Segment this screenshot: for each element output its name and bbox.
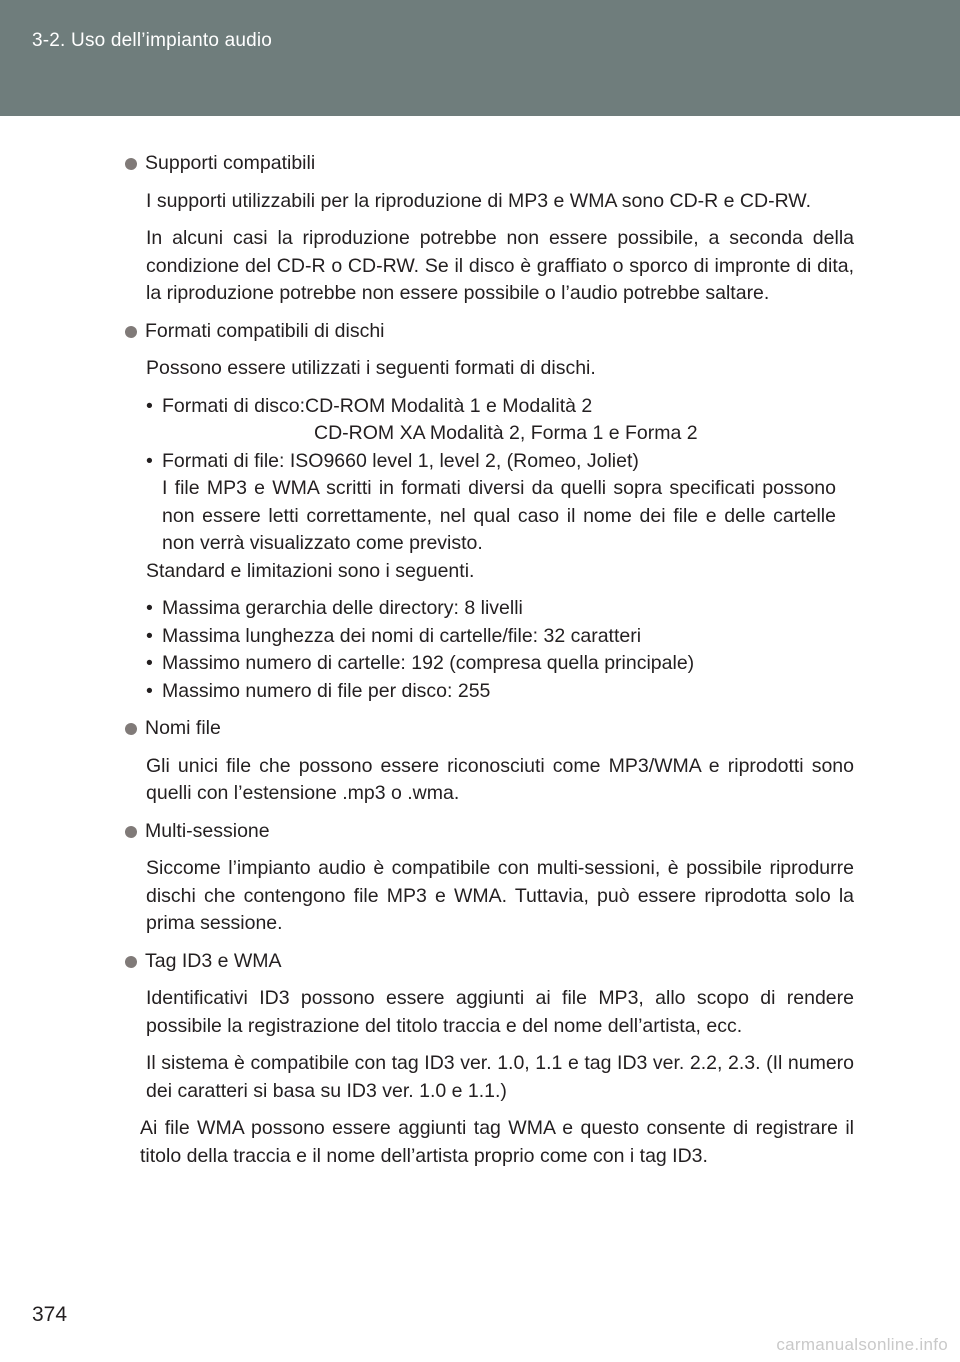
page-number: 374 xyxy=(32,1303,68,1326)
section-heading: Formati compatibili di dischi xyxy=(124,318,854,346)
list-item: • Formati di disco:CD-ROM Modalità 1 e Modalità 2 CD-ROM XA Modalità 2, Forma 1 e Forma 2 xyxy=(146,394,698,444)
list-item: • Massimo numero di file per disco: 255 xyxy=(146,678,854,706)
paragraph: In alcuni casi la riproduzione potrebbe non essere possibile, a seconda della condizione del CD-R o CD-RW. Se il disco è graffiato o sporco di impronte di dita, la riproduzione potrebbe non essere possibile o l’audio potrebbe saltare. xyxy=(146,227,854,304)
list-item: • Massimo numero di cartelle: 192 (compresa quella principale) xyxy=(146,650,854,678)
section-heading: Tag ID3 e WMA xyxy=(124,948,854,976)
bullet-dot-icon xyxy=(125,326,137,338)
list-item: • Massima gerarchia delle directory: 8 livelli xyxy=(146,595,854,623)
paragraph: Il sistema è compatibile con tag ID3 ver. 1.0, 1.1 e tag ID3 ver. 2.2, 2.3. (Il numero dei caratteri si basa su ID3 ver. 1.0 e 1.1.) xyxy=(146,1052,854,1102)
section-heading: Supporti compatibili xyxy=(124,150,854,178)
watermark: carmanualsonline.info xyxy=(776,1335,948,1354)
list-item: • Formati di file: ISO9660 level 1, level 2, (Romeo, Joliet) xyxy=(146,448,854,476)
list-item: • Massima lunghezza dei nomi di cartelle/file: 32 caratteri xyxy=(146,623,854,651)
bullet-dot-icon xyxy=(125,723,137,735)
bullet-dot-icon xyxy=(125,826,137,838)
paragraph: Possono essere utilizzati i seguenti formati di dischi. xyxy=(146,357,596,379)
list-note: I file MP3 e WMA scritti in formati diversi da quelli sopra specificati possono non essere letti correttamente, nel qual caso il nome dei file e delle cartelle non verrà visualizzato come previsto. xyxy=(162,477,836,554)
paragraph: I supporti utilizzabili per la riproduzione di MP3 e WMA sono CD-R e CD-RW. xyxy=(146,189,812,212)
format-list xyxy=(146,393,854,558)
bullet-icon: • xyxy=(146,679,153,702)
bullet-dot-icon xyxy=(125,158,137,170)
bullet-icon: • xyxy=(146,449,153,472)
paragraph: Gli unici file che possono essere riconosciuti come MP3/WMA e riprodotti sono quelli con l’estensione .mp3 o .wma. xyxy=(146,754,854,804)
paragraph: Siccome l’impianto audio è compatibile con multi-sessioni, è possibile riprodurre dischi che contengono file MP3 e WMA. Tuttavia, può essere riprodotta solo la prima sessione. xyxy=(146,857,854,934)
paragraph: Identificativi ID3 possono essere aggiunti ai file MP3, allo scopo di rendere possibile la registrazione del titolo traccia e del nome dell’artista, ecc. xyxy=(146,987,854,1037)
paragraph: Ai file WMA possono essere aggiunti tag WMA e questo consente di registrare il titolo della traccia e il nome dell’artista proprio come con i tag ID3. xyxy=(140,1117,854,1167)
limits-list xyxy=(146,595,854,705)
section-heading: Nomi file xyxy=(124,715,854,743)
page-header xyxy=(0,0,960,116)
bullet-icon: • xyxy=(146,624,153,647)
bullet-icon: • xyxy=(146,597,153,619)
bullet-icon: • xyxy=(146,652,153,674)
bullet-dot-icon xyxy=(125,956,137,968)
section-title: 3-2. Uso dell’impianto audio xyxy=(32,30,273,51)
section-heading: Multi-sessione xyxy=(124,818,854,846)
paragraph: Standard e limitazioni sono i seguenti. xyxy=(146,559,475,582)
page-content xyxy=(124,150,854,1180)
bullet-icon: • xyxy=(146,394,153,417)
